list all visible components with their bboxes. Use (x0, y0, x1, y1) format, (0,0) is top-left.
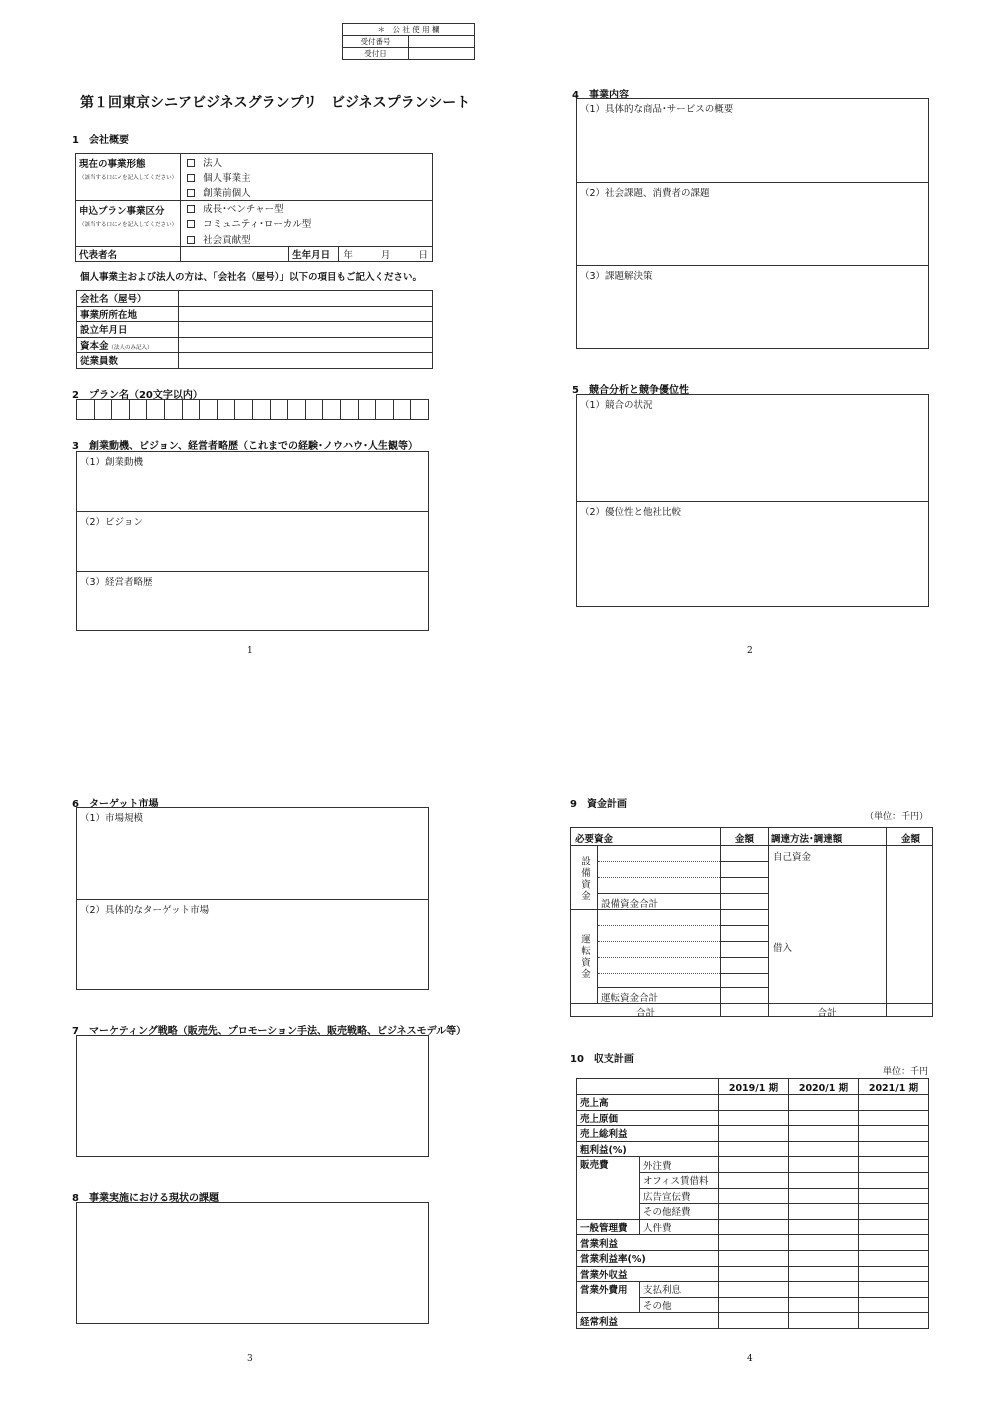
income-value-cell[interactable] (719, 1250, 789, 1266)
funding-method-header: 調達方法･調達額 (771, 834, 843, 845)
income-value-cell[interactable] (789, 1157, 859, 1173)
plan-name-char-cell[interactable] (95, 400, 113, 419)
plan-name-grid[interactable] (76, 399, 429, 420)
plan-name-char-cell[interactable] (359, 400, 377, 419)
year-label: 年 (343, 250, 353, 261)
social-issue-label: （2）社会課題、消費者の課題 (580, 188, 710, 199)
income-item-label: 経常利益 (577, 1313, 719, 1329)
income-value-cell[interactable] (789, 1126, 859, 1142)
business-form-cell (76, 154, 181, 201)
income-value-cell[interactable] (789, 1235, 859, 1251)
section1-heading: 1 会社概要 (72, 135, 129, 146)
plan-name-char-cell[interactable] (200, 400, 218, 419)
marketing-box[interactable] (76, 1035, 429, 1157)
income-category-label: 販売費 (577, 1157, 640, 1219)
income-item-label: その他経費 (640, 1204, 719, 1220)
income-item-label: 粗利益(%) (577, 1141, 719, 1157)
page-number: 4 (747, 1354, 753, 1364)
income-item-label: 人件費 (640, 1219, 719, 1235)
income-value-cell[interactable] (859, 1126, 929, 1142)
income-value-cell[interactable] (789, 1188, 859, 1204)
plan-name-char-cell[interactable] (77, 400, 95, 419)
own-funds-label: 自己資金 (773, 852, 812, 863)
income-item-label: その他 (640, 1297, 719, 1313)
income-row (577, 1219, 929, 1235)
option-growth-venture[interactable] (181, 200, 433, 216)
plan-name-char-cell[interactable] (271, 400, 289, 419)
income-value-cell[interactable] (859, 1188, 929, 1204)
capital-note: （法人のみ記入） (108, 344, 153, 351)
income-item-label: 広告宣伝費 (640, 1188, 719, 1204)
section9-heading: 9 資金計画 (570, 799, 627, 810)
receipt-date-field[interactable] (409, 48, 475, 60)
needed-funds-header: 必要資金 (575, 834, 614, 845)
plan-name-char-cell[interactable] (376, 400, 394, 419)
checkbox-icon[interactable] (187, 189, 195, 197)
income-value-cell[interactable] (859, 1313, 929, 1329)
page-number: 3 (247, 1354, 253, 1364)
income-value-cell[interactable] (859, 1219, 929, 1235)
income-value-cell[interactable] (789, 1141, 859, 1157)
page-number: 2 (747, 646, 753, 656)
business-form-label: 現在の事業形態 (79, 159, 146, 170)
section3-box (76, 451, 429, 631)
income-row (577, 1095, 929, 1111)
income-row (577, 1266, 929, 1282)
income-row (577, 1141, 929, 1157)
operating-total-label: 運転資金合計 (601, 993, 659, 1004)
income-value-cell[interactable] (789, 1172, 859, 1188)
income-value-cell[interactable] (789, 1095, 859, 1111)
income-row (577, 1126, 929, 1142)
option-sole-proprietor[interactable] (181, 169, 433, 185)
income-value-cell[interactable] (719, 1095, 789, 1111)
section4-box (576, 98, 929, 349)
income-value-cell[interactable] (789, 1282, 859, 1298)
period-header: 2020/1 期 (789, 1079, 859, 1095)
income-value-cell[interactable] (789, 1313, 859, 1329)
income-value-cell[interactable] (859, 1172, 929, 1188)
income-value-cell[interactable] (789, 1110, 859, 1126)
target-market-label: （2）具体的なターゲット市場 (80, 905, 210, 916)
employees-field[interactable] (179, 353, 433, 369)
income-value-cell[interactable] (859, 1266, 929, 1282)
income-value-cell[interactable] (719, 1266, 789, 1282)
income-row (577, 1313, 929, 1329)
amount-header: 金額 (734, 834, 754, 845)
office-use-table (342, 23, 475, 60)
income-value-cell[interactable] (719, 1235, 789, 1251)
option-label: 創業前個人 (203, 188, 251, 199)
office-use-header: ＊ 公 社 使 用 欄 (343, 24, 475, 36)
income-header-blank (577, 1079, 719, 1095)
birthdate-label: 生年月日 (289, 247, 339, 262)
operating-funds-label: 運転資金 (579, 934, 590, 980)
capital-label (77, 337, 179, 353)
income-value-cell[interactable] (789, 1250, 859, 1266)
plan-name-char-cell[interactable] (253, 400, 271, 419)
company-info-table (76, 290, 433, 369)
income-value-cell[interactable] (719, 1110, 789, 1126)
funding-total-label: 合計 (817, 1008, 837, 1019)
option-pre-founding[interactable] (181, 185, 433, 201)
section5-heading: 5 競合分析と競争優位性 (572, 385, 689, 396)
income-item-label: 外注費 (640, 1157, 719, 1173)
section3-heading: 3 創業動機、ビジョン、経営者略歴（これまでの経験･ノウハウ･人生観等） (72, 441, 418, 452)
representative-label: 代表者名 (76, 247, 181, 262)
section5-box (576, 394, 929, 607)
product-overview-label: （1）具体的な商品･サービスの概要 (580, 104, 734, 115)
business-form-table (75, 153, 433, 262)
income-row (577, 1250, 929, 1266)
option-label: 個人事業主 (203, 172, 251, 184)
option-label: 法人 (203, 157, 223, 169)
checkbox-icon[interactable] (187, 236, 195, 244)
plan-name-char-cell[interactable] (218, 400, 236, 419)
income-value-cell[interactable] (859, 1282, 929, 1298)
birthdate-field[interactable] (339, 247, 433, 262)
income-value-cell[interactable] (859, 1095, 929, 1111)
plan-name-char-cell[interactable] (288, 400, 306, 419)
plan-category-cell (76, 200, 181, 247)
income-value-cell[interactable] (719, 1141, 789, 1157)
plan-name-char-cell[interactable] (323, 400, 341, 419)
income-value-cell[interactable] (719, 1188, 789, 1204)
plan-name-char-cell[interactable] (394, 400, 412, 419)
market-size-label: （1）市場規模 (80, 813, 144, 824)
income-value-cell[interactable] (859, 1204, 929, 1220)
income-value-cell[interactable] (789, 1204, 859, 1220)
income-value-cell[interactable] (719, 1126, 789, 1142)
income-category-label: 営業外費用 (577, 1282, 640, 1313)
option-label: 社会貢献型 (203, 234, 251, 246)
plan-name-char-cell[interactable] (165, 400, 183, 419)
section2-heading: 2 プラン名（20文字以内） (72, 390, 203, 401)
company-name-label: 会社名（屋号） (77, 291, 179, 307)
income-value-cell[interactable] (789, 1297, 859, 1313)
plan-name-char-cell[interactable] (130, 400, 148, 419)
income-value-cell[interactable] (719, 1219, 789, 1235)
period-header: 2019/1 期 (719, 1079, 789, 1095)
solution-label: （3）課題解決策 (580, 271, 653, 282)
income-value-cell[interactable] (719, 1157, 789, 1173)
section4-heading: 4 事業内容 (572, 90, 629, 101)
income-value-cell[interactable] (859, 1157, 929, 1173)
vision-label: （2）ビジョン (80, 517, 143, 528)
income-item-label: 売上原価 (577, 1110, 719, 1126)
income-item-label: 営業利益率(%) (577, 1250, 719, 1266)
capital-label-text: 資本金 (80, 340, 109, 352)
office-address-label: 事業所所在地 (77, 306, 179, 322)
plan-name-char-cell[interactable] (411, 400, 428, 419)
option-label: コミュニティ･ローカル型 (203, 219, 312, 231)
income-value-cell[interactable] (859, 1250, 929, 1266)
page-number: 1 (247, 646, 253, 656)
option-social-contribution[interactable] (181, 231, 433, 247)
option-community-local[interactable] (181, 216, 433, 232)
checkbox-icon[interactable] (187, 174, 195, 182)
day-label: 日 (418, 250, 428, 261)
plan-name-char-cell[interactable] (147, 400, 165, 419)
income-value-cell[interactable] (859, 1110, 929, 1126)
competition-label: （1）競合の状況 (580, 400, 653, 411)
receipt-date-label: 受付日 (343, 48, 409, 60)
income-item-label: オフィス賃借料 (640, 1172, 719, 1188)
founding-date-field[interactable] (179, 322, 433, 338)
amount2-header: 金額 (900, 834, 920, 845)
office-address-field[interactable] (179, 306, 433, 322)
plan-category-label: 申込プラン事業区分 (79, 205, 165, 217)
motivation-label: （1）創業動機 (80, 457, 144, 468)
plan-name-char-cell[interactable] (306, 400, 324, 419)
income-value-cell[interactable] (859, 1235, 929, 1251)
company-info-note: 個人事業主および法人の方は、「会社名（屋号）」以下の項目もご記入ください。 (80, 272, 423, 283)
income-item-label: 支払利息 (640, 1282, 719, 1298)
section6-heading: 6 ターゲット市場 (72, 799, 159, 810)
career-label: （3）経営者略歴 (80, 577, 153, 588)
loan-label: 借入 (773, 943, 793, 954)
income-value-cell[interactable] (789, 1219, 859, 1235)
income-value-cell[interactable] (789, 1266, 859, 1282)
income-value-cell[interactable] (719, 1172, 789, 1188)
income-item-label: 営業外収益 (577, 1266, 719, 1282)
plan-name-char-cell[interactable] (183, 400, 201, 419)
month-label: 月 (380, 250, 391, 261)
income-value-cell[interactable] (719, 1282, 789, 1298)
needed-total-label: 合計 (635, 1008, 655, 1019)
advantage-label: （2）優位性と他社比較 (580, 507, 682, 518)
income-row (577, 1157, 929, 1173)
funding-unit: （単位：千円） (864, 812, 928, 822)
plan-name-char-cell[interactable] (341, 400, 359, 419)
checkbox-icon[interactable] (187, 159, 195, 167)
checkbox-icon[interactable] (187, 220, 195, 228)
challenges-box[interactable] (76, 1202, 429, 1324)
income-category-label: 一般管理費 (577, 1219, 640, 1235)
income-value-cell[interactable] (719, 1204, 789, 1220)
equipment-funds-label: 設備資金 (579, 856, 590, 902)
option-corporation[interactable] (181, 154, 433, 170)
income-row (577, 1110, 929, 1126)
income-row (577, 1235, 929, 1251)
plan-category-note: （該当する口に✓を記入してください） (79, 221, 178, 228)
option-label: 成長･ベンチャー型 (203, 204, 284, 215)
document-title: 第１回東京シニアビジネスグランプリ ビジネスプランシート (80, 95, 471, 111)
income-value-cell[interactable] (859, 1297, 929, 1313)
income-item-label: 売上高 (577, 1095, 719, 1111)
plan-name-char-cell[interactable] (112, 400, 130, 419)
employees-label: 従業員数 (77, 353, 179, 369)
receipt-number-label: 受付番号 (343, 36, 409, 48)
funding-table (570, 827, 933, 1017)
income-value-cell[interactable] (719, 1313, 789, 1329)
income-item-label: 売上総利益 (577, 1126, 719, 1142)
checkbox-icon[interactable] (187, 205, 195, 213)
section8-heading: 8 事業実施における現状の課題 (72, 1193, 219, 1204)
section6-box (76, 807, 429, 990)
receipt-number-field[interactable] (409, 36, 475, 48)
section7-heading: 7 マーケティング戦略（販売先、プロモーション手法、販売戦略、ビジネスモデル等） (72, 1026, 467, 1037)
business-form-note: （該当する口に✓を記入してください） (79, 175, 178, 181)
equipment-total-label: 設備資金合計 (601, 899, 659, 910)
founding-date-label: 設立年月日 (77, 322, 179, 338)
company-name-field[interactable] (179, 291, 433, 307)
income-row (577, 1282, 929, 1298)
income-unit: 単位：千円 (882, 1067, 928, 1077)
section10-heading: 10 収支計画 (570, 1054, 634, 1065)
income-table (576, 1078, 929, 1329)
plan-name-char-cell[interactable] (235, 400, 253, 419)
income-item-label: 営業利益 (577, 1235, 719, 1251)
capital-field[interactable] (179, 337, 433, 353)
income-value-cell[interactable] (859, 1141, 929, 1157)
period-header: 2021/1 期 (859, 1079, 929, 1095)
income-value-cell[interactable] (719, 1297, 789, 1313)
representative-field[interactable] (181, 247, 289, 262)
